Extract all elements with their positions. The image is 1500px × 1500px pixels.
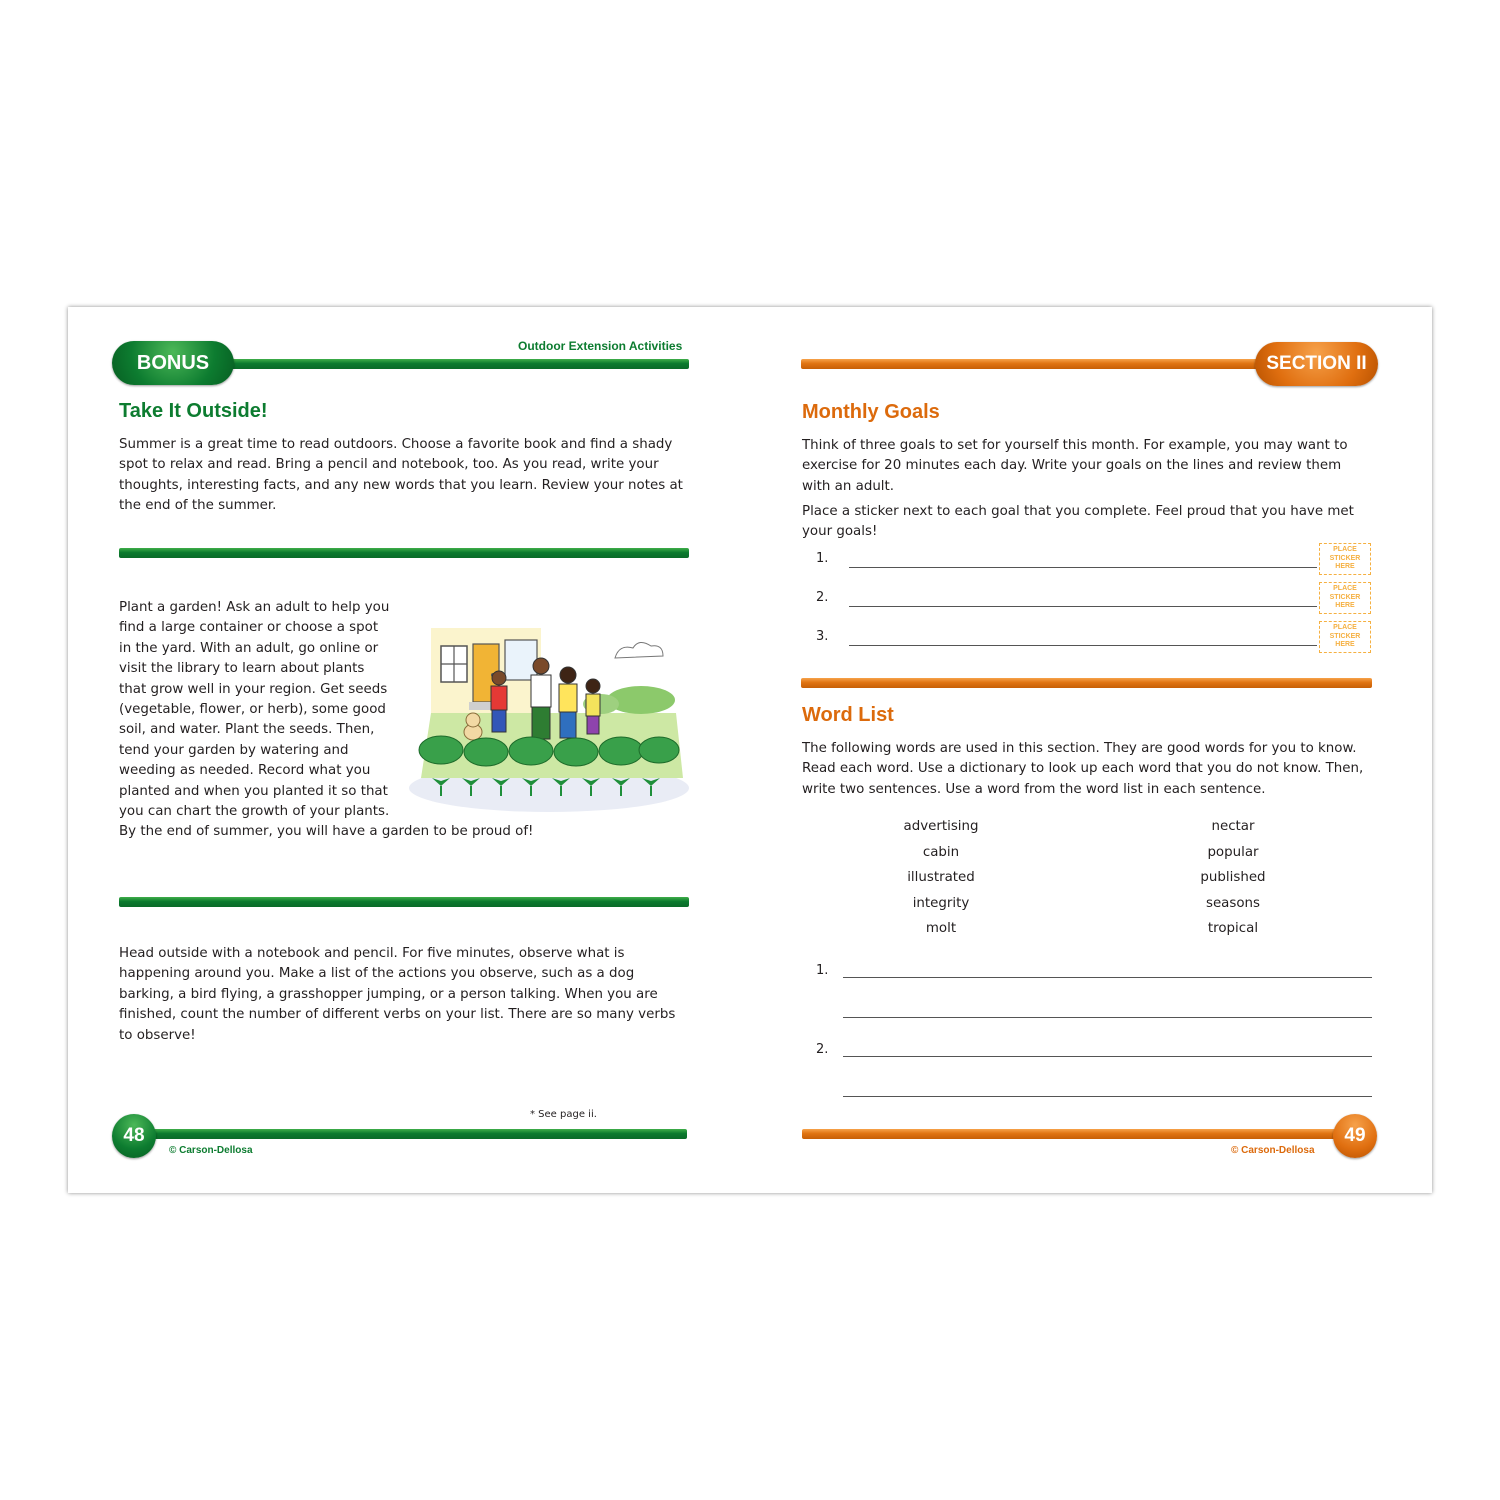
goal-row	[801, 585, 1371, 626]
goal-line[interactable]	[849, 645, 1317, 646]
header-bar	[801, 359, 1271, 369]
copyright: © Carson-Dellosa	[1231, 1145, 1315, 1156]
wordlist-title: Word List	[802, 704, 894, 726]
garden-paragraph: Plant a garden! Ask an adult to help you find a large container or choose a spot in the yard. With an adult, go online or visit the library to learn about plants that grow well in your region. Get seeds (vegetable, flower, or herb), some good soil, and water. Plant the seeds. Then, tend your garden by watering and weeding as needed. Record what you planted and when you planted it so that you can chart the growth of your plants. By the end of summer, you will have a garden to be proud of!	[119, 600, 534, 840]
wordlist-intro: The following words are used in this section. They are good words for you to know. Read each word. Use a dictionary to look up each word that you do not know. Then, write two sentences. Use a word from the word list in each sentence.	[802, 741, 1364, 797]
sticker-box: PLACE STICKER HERE	[1319, 543, 1371, 575]
sentence-number: 1.	[816, 963, 829, 978]
bonus-badge: BONUS	[112, 341, 234, 385]
sentence-line[interactable]	[843, 977, 1372, 978]
section-badge: SECTION II	[1255, 342, 1378, 386]
goals-sticker-text: Place a sticker next to each goal that you complete. Feel proud that you have met your goals!	[802, 504, 1354, 540]
divider-bar	[119, 548, 689, 558]
word: advertising	[903, 819, 979, 834]
copyright: © Carson-Dellosa	[169, 1145, 253, 1156]
word: molt	[925, 921, 957, 936]
page-number: 48	[112, 1114, 156, 1158]
word: cabin	[922, 845, 960, 860]
header-label: Outdoor Extension Activities	[518, 339, 683, 353]
goal-number: 3.	[816, 629, 829, 644]
word: tropical	[1207, 921, 1259, 936]
sentence-number: 2.	[816, 1042, 829, 1057]
word: published	[1200, 870, 1266, 885]
word: nectar	[1211, 819, 1255, 834]
page-number: 49	[1333, 1114, 1377, 1158]
section-title: Take It Outside!	[119, 400, 268, 422]
goal-line[interactable]	[849, 606, 1317, 607]
goal-number: 1.	[816, 551, 829, 566]
goal-row	[801, 546, 1371, 587]
intro-paragraph: Summer is a great time to read outdoors. Choose a favorite book and find a shady spot to relax and read. Bring a pencil and notebook, too. As you read, write your thoughts, interesting facts, and any new words that you learn. Review your notes at the end of the summer.	[119, 437, 683, 514]
garden-family-illustration	[401, 618, 691, 814]
divider-bar-2	[119, 897, 689, 907]
garden-block	[119, 598, 691, 843]
goals-intro: Think of three goals to set for yourself this month. For example, you may want to exercise for 20 minutes each day. Write your goals on the lines and review them with an adult.	[802, 438, 1348, 494]
footer-bar	[802, 1129, 1352, 1139]
footer-bar	[140, 1129, 687, 1139]
sentence-line[interactable]	[843, 1096, 1372, 1097]
verbs-paragraph: Head outside with a notebook and pencil. For five minutes, observe what is happening around you. Make a list of the actions you observe, such as a dog barking, a bird flying, a grasshopper jumping, or a person talking. When you are finished, count the number of different verbs on your list. There are so many verbs to observe!	[119, 946, 676, 1043]
goal-line[interactable]	[849, 567, 1317, 568]
sentence-line[interactable]	[843, 1056, 1372, 1057]
sticker-box: PLACE STICKER HERE	[1319, 621, 1371, 653]
sticker-box: PLACE STICKER HERE	[1319, 582, 1371, 614]
word: seasons	[1205, 896, 1261, 911]
header-bar	[200, 359, 689, 369]
goal-row	[801, 624, 1371, 665]
word: integrity	[912, 896, 970, 911]
goals-title: Monthly Goals	[802, 401, 940, 423]
word: popular	[1207, 845, 1259, 860]
word: illustrated	[907, 870, 975, 885]
goal-number: 2.	[816, 590, 829, 605]
footnote: * See page ii.	[530, 1109, 597, 1120]
divider-bar	[801, 678, 1372, 688]
sentence-line[interactable]	[843, 1017, 1372, 1018]
